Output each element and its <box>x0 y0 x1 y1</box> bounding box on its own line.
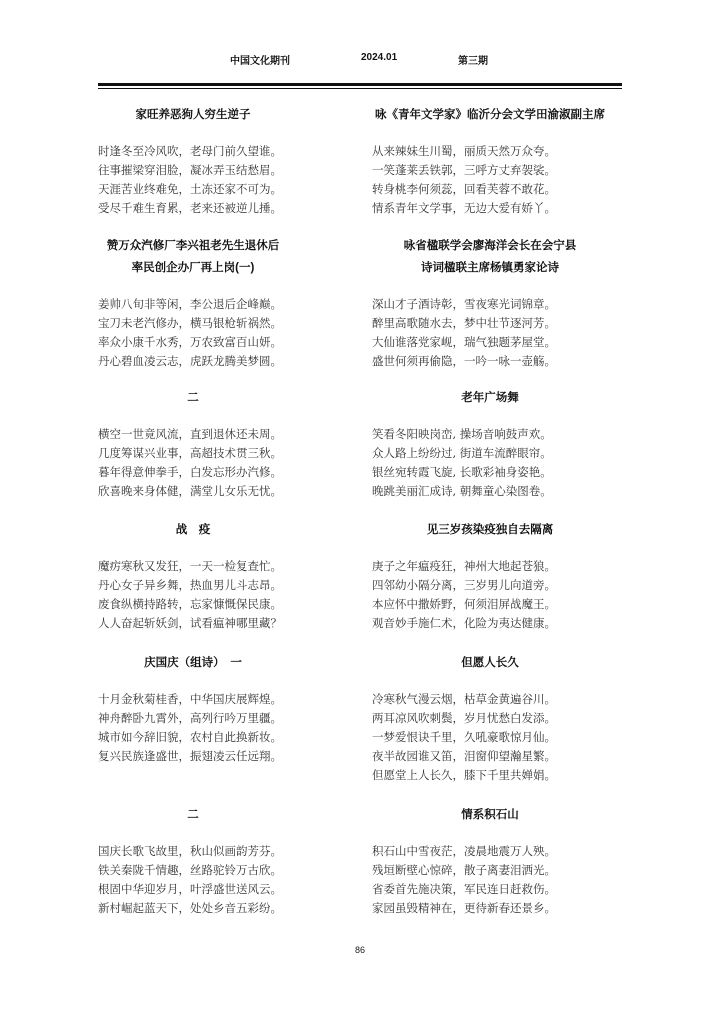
poem-body <box>98 557 348 633</box>
poem-line: 国庆长歌飞故里，秋山似画韵芳芬。 <box>98 844 282 858</box>
page-number: 86 <box>354 945 365 955</box>
header-rule-thick <box>98 83 622 86</box>
poem-left-4 <box>98 519 348 633</box>
poem-line: 率众小康千水秀，万农致富百山妍。 <box>98 335 282 349</box>
poem-line: 残垣断壁心惊碎，散子离妻泪洒光。 <box>372 863 556 877</box>
poem-line: 复兴民族逢盛世，振翅凌云任远翔。 <box>98 749 282 763</box>
poem-title: 率民创企办厂再上岗(一) <box>131 262 255 274</box>
issue-date: 2024.01 <box>361 52 398 63</box>
poem-line: 几度筹谋兴业事，高超技术贯三秋。 <box>98 446 282 460</box>
poem-title: 咏《青年文学家》临沂分会文学田渝淑副主席 <box>375 109 605 121</box>
poem-line: 魔疠寒秋又发狂，一天一检复查忙。 <box>98 559 282 573</box>
poem-line: 人人奋起斩妖剑，试看瘟神哪里藏？ <box>98 616 282 630</box>
poem-right-6 <box>372 804 622 918</box>
poem-line: 晚跳美丽汇成诗, 朝舞童心染图卷。 <box>372 484 552 498</box>
poem-right-4 <box>372 519 622 633</box>
poem-line: 但愿堂上人长久，膝下千里共婵娟。 <box>372 768 556 782</box>
poem-line: 废食纵横持路转，忘家慷慨保民康。 <box>98 597 282 611</box>
poem-line: 本应怀中撒娇野，何须泪屏战魔王。 <box>372 597 556 611</box>
poem-line: 一笑蓬莱丢铁郭，三呼方丈弃袈裟。 <box>372 163 556 177</box>
poem-left-3 <box>98 387 348 501</box>
poem-line: 庚子之年瘟疫狂，神州大地起苍狼。 <box>372 559 556 573</box>
poem-line: 新村崛起蓝天下，处处乡音五彩纷。 <box>98 901 282 915</box>
poem-left-5 <box>98 652 348 766</box>
poem-body <box>372 690 622 785</box>
poem-line: 观音妙手施仁术，化险为夷达健康。 <box>372 616 556 630</box>
poem-line: 欣喜晚来身体健，满堂儿女乐无忧。 <box>98 484 282 498</box>
poem-line: 丹心碧血凌云志，虎跃龙腾美梦圆。 <box>98 354 282 368</box>
poem-title: 见三岁孩染疫独自去隔离 <box>426 524 554 536</box>
poem-title: 家旺养恶狗人穷生逆子 <box>135 109 251 121</box>
issue-number: 第三期 <box>458 56 488 67</box>
poem-title: 诗词楹联主席杨镇勇家论诗 <box>421 262 559 274</box>
poem-line: 盛世何须再偷隐，一吟一咏一壶觞。 <box>372 354 556 368</box>
poem-line: 十月金秋菊桂香，中华国庆展辉煌。 <box>98 692 282 706</box>
poem-line: 情系青年文学事，无边大爱有娇丫。 <box>372 201 556 215</box>
poem-body <box>98 690 348 766</box>
poem-left-1 <box>98 104 348 218</box>
poem-right-2 <box>372 235 622 371</box>
poem-body <box>98 425 348 501</box>
poem-title: 情系积石山 <box>461 809 519 821</box>
poem-line: 省委首先施决策，军民连日赶救伤。 <box>372 882 556 896</box>
poem-left-2 <box>98 235 348 371</box>
poem-line: 笑看冬阳映岗峦, 操场音响鼓声欢。 <box>372 427 552 441</box>
poem-title: 庆国庆（组诗） 一 <box>144 657 242 669</box>
poem-line: 积石山中雪夜茫，凌晨地震万人殃。 <box>372 844 556 858</box>
poem-line: 从来辣妹生川蜀，丽质天然万众夸。 <box>372 144 556 158</box>
poem-title: 二 <box>187 392 199 404</box>
poem-line: 根固中华迎岁月，叶浮盛世送风云。 <box>98 882 282 896</box>
poem-line: 深山才子酒诗彰，雪夜寒光词锦章。 <box>372 297 556 311</box>
poem-body <box>372 557 622 633</box>
poem-title: 战 疫 <box>175 524 211 536</box>
poem-line: 姜帅八旬非等闲，李公退后企峰巅。 <box>98 297 282 311</box>
poem-line: 冷寒秋气漫云烟，枯草金黄遍谷川。 <box>372 692 556 706</box>
poem-left-6 <box>98 804 348 918</box>
journal-name: 中国文化期刊 <box>230 56 290 67</box>
poem-title: 但愿人长久 <box>461 657 519 669</box>
poem-line: 城市如今辞旧貌，农村自此换新妆。 <box>98 730 282 744</box>
poem-right-5 <box>372 652 622 785</box>
poem-body <box>372 425 622 501</box>
poem-line: 转身桃李何须蕊，回看芙蓉不敢花。 <box>372 182 556 196</box>
poem-title: 赞万众汽修厂李兴祖老先生退休后 <box>106 240 280 252</box>
poem-line: 神舟醉卧九霄外，高列行吟万里疆。 <box>98 711 282 725</box>
poem-body <box>372 295 622 371</box>
poem-line: 铁关秦陇千情趣，丝路驼铃万古欣。 <box>98 863 282 877</box>
poem-line: 暮年得意伸拳手，白发忘形办汽修。 <box>98 465 282 479</box>
poem-line: 横空一世竟风流，直到退休还未周。 <box>98 427 282 441</box>
poem-line: 时逢冬至冷风吹，老母门前久望谁。 <box>98 144 282 158</box>
poem-line: 往事摧梁穿泪脸，凝冰弄玉结愁眉。 <box>98 163 282 177</box>
poem-line: 夜半故园谁又笛，泪窗仰望瀚星繁。 <box>372 749 556 763</box>
poem-body <box>98 142 348 218</box>
poem-body <box>372 142 622 218</box>
poem-title: 老年广场舞 <box>461 392 519 404</box>
poem-line: 四邻幼小隔分离，三岁男儿向道旁。 <box>372 578 556 592</box>
poem-body <box>372 842 622 918</box>
poem-line: 醉里高歌随水去，梦中壮节逐河芳。 <box>372 316 556 330</box>
poem-line: 大仙谁落党家岘，瑞气独题茅屋堂。 <box>372 335 556 349</box>
poem-line: 受尽千难生育累，老来还被逆儿捶。 <box>98 201 282 215</box>
header-rule-thin <box>98 88 622 89</box>
poem-line: 宝刀未老汽修办，横马银枪斩祸然。 <box>98 316 282 330</box>
poem-body <box>98 842 348 918</box>
poem-line: 众人路上纷纷过, 街道车流醉眼帘。 <box>372 446 552 460</box>
poem-line: 家园虽毁精神在，更待新春还景乡。 <box>372 901 556 915</box>
poem-right-1 <box>372 104 622 218</box>
poem-line: 丹心女子异乡舞，热血男儿斗志昂。 <box>98 578 282 592</box>
poem-right-3 <box>372 387 622 501</box>
poem-line: 两耳凉风吹刺鬓，岁月忧愁白发添。 <box>372 711 556 725</box>
poem-title: 二 <box>187 809 199 821</box>
poem-body <box>98 295 348 371</box>
poem-line: 银丝宛转霞飞旋, 长歌彩袖身姿艳。 <box>372 465 552 479</box>
poem-line: 一梦爱恨诀千里，久吼豪歌惊月仙。 <box>372 730 556 744</box>
poem-title: 咏省楹联学会廖海洋会长在会宁县 <box>403 240 577 252</box>
poem-line: 天涯苦业终难免，土冻还家不可为。 <box>98 182 282 196</box>
